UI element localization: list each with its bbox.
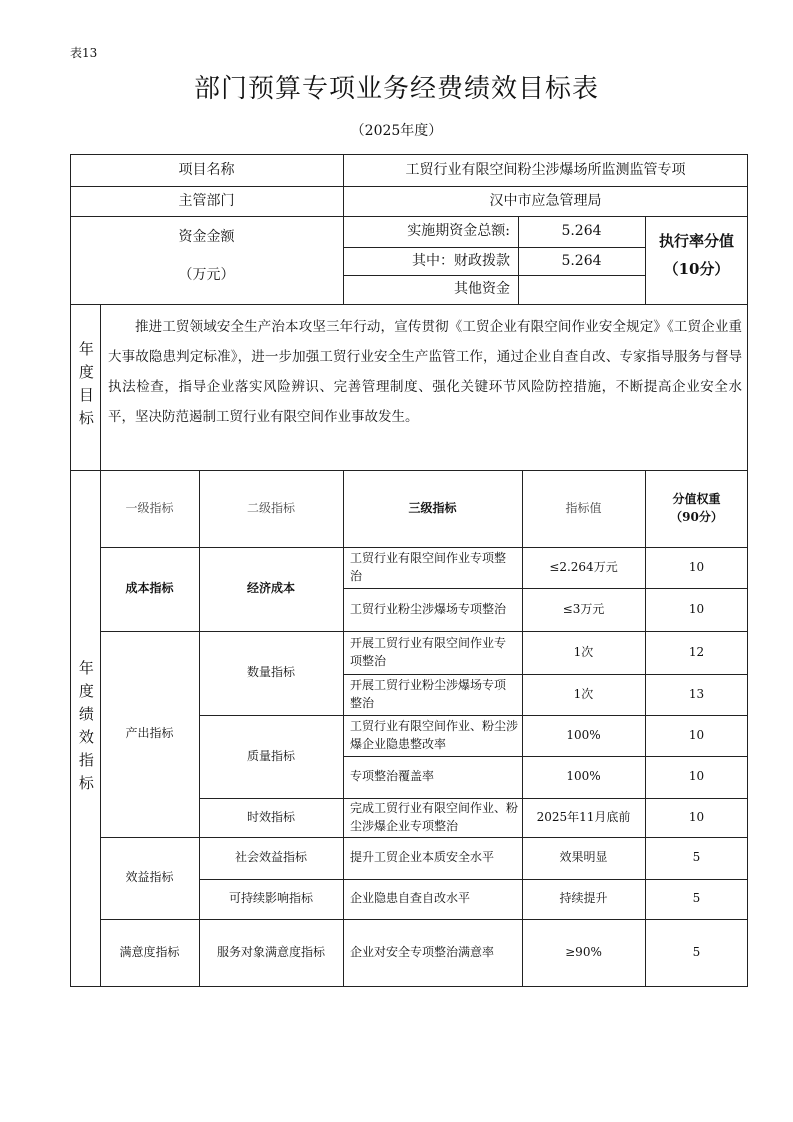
fiscal-fund-value: 5.264 xyxy=(561,252,602,269)
indicator-weight: 12 xyxy=(688,644,705,659)
execution-rate-score: （10分） xyxy=(663,260,730,279)
indicator-value: 1次 xyxy=(573,644,594,659)
indicator-weight: 10 xyxy=(688,559,705,574)
annual-indicators-label: 年度绩效指标 xyxy=(76,659,95,798)
indicator-l3: 工贸行业有限空间作业、粉尘涉爆企业隐患整改率 xyxy=(350,719,519,751)
indicator-value: 持续提升 xyxy=(559,891,608,906)
indicator-value: 100% xyxy=(566,769,601,784)
indicator-weight: 5 xyxy=(692,850,701,865)
performance-table xyxy=(70,154,748,987)
other-fund-value xyxy=(518,275,645,304)
indicator-l3: 提升工贸企业本质安全水平 xyxy=(350,850,495,865)
indicator-l3: 企业隐患自查自改水平 xyxy=(350,891,471,906)
group-benefit: 效益指标 xyxy=(125,870,174,885)
group-quality: 质量指标 xyxy=(246,748,295,763)
indicator-weight: 10 xyxy=(688,769,705,784)
year-subtitle: （2025年度） xyxy=(350,123,443,139)
annual-goal-label: 年度目标 xyxy=(76,341,95,433)
group-output: 产出指标 xyxy=(125,726,174,741)
indicator-weight: 10 xyxy=(688,809,705,824)
indicator-value: 100% xyxy=(566,727,601,742)
group-cost: 成本指标 xyxy=(125,581,174,596)
indicator-value: ≤3万元 xyxy=(562,601,605,616)
project-name-value: 工贸行业有限空间粉尘涉爆场所监测监管专项 xyxy=(405,161,686,178)
fund-label: 资金金额 xyxy=(178,228,235,245)
indicator-value: 2025年11月底前 xyxy=(536,809,631,824)
header-weight: 分值权重 （90分） xyxy=(670,492,723,524)
indicator-weight: 10 xyxy=(688,727,705,742)
rule xyxy=(70,304,748,305)
indicator-l3: 开展工贸行业粉尘涉爆场专项整治 xyxy=(350,678,507,710)
annual-goal-text: 推进工贸领域安全生产治本攻坚三年行动，宣传贯彻《工贸企业有限空间作业安全规定》《工贸企业重大事故隐患判定标准》，进一步加强工贸行业安全生产监管工作，通过企业自查自改、专家指导服务与督导执法检查，指导企业落实风险辨识、完善管理制度、强化关键环节风险防控措施，不断提高企业安全水平，坚决防范遏制工贸行业有限空间作业事故发生。 xyxy=(108,319,742,425)
indicator-value: ≥90% xyxy=(565,945,602,960)
group-sustainability: 可持续影响指标 xyxy=(228,891,313,906)
group-satisfaction: 满意度指标 xyxy=(119,945,180,960)
indicator-weight: 10 xyxy=(688,601,705,616)
indicator-weight: 5 xyxy=(692,945,701,960)
indicator-l3: 工贸行业有限空间作业专项整治 xyxy=(350,551,507,583)
fiscal-fund-label: 其中：财政拨款 xyxy=(412,252,510,269)
indicator-weight: 13 xyxy=(688,686,705,701)
header-value: 指标值 xyxy=(565,500,602,515)
total-fund-value: 5.264 xyxy=(561,223,602,240)
indicator-weight: 5 xyxy=(692,891,701,906)
department-label: 主管部门 xyxy=(178,192,235,209)
header-level2: 二级指标 xyxy=(246,500,295,515)
indicator-l3: 企业对安全专项整治满意率 xyxy=(350,945,495,960)
execution-rate-label: 执行率分值 xyxy=(658,232,734,251)
page-title: 部门预算专项业务经费绩效目标表 xyxy=(193,74,599,104)
group-timeliness: 时效指标 xyxy=(246,809,295,824)
group-social-benefit: 社会效益指标 xyxy=(234,850,307,865)
indicator-value: ≤2.264万元 xyxy=(549,559,618,574)
table-number: 表13 xyxy=(70,46,98,60)
department-value: 汉中市应急管理局 xyxy=(489,192,602,209)
header-level3: 三级指标 xyxy=(408,500,457,515)
indicator-value: 1次 xyxy=(573,686,594,701)
fund-unit: （万元） xyxy=(178,266,235,283)
other-fund-label: 其他资金 xyxy=(454,281,510,298)
indicator-value: 效果明显 xyxy=(559,850,608,865)
indicator-l3: 工贸行业粉尘涉爆场专项整治 xyxy=(350,601,507,616)
group-service-satisfaction: 服务对象满意度指标 xyxy=(216,945,325,960)
header-level1: 一级指标 xyxy=(125,500,174,515)
indicator-l3: 完成工贸行业有限空间作业、粉尘涉爆企业专项整治 xyxy=(350,801,519,833)
group-economic-cost: 经济成本 xyxy=(246,581,295,596)
total-fund-label: 实施期资金总额: xyxy=(407,223,510,240)
project-name-label: 项目名称 xyxy=(178,161,235,178)
indicator-l3: 专项整治覆盖率 xyxy=(350,769,435,784)
indicator-l3: 开展工贸行业有限空间作业专项整治 xyxy=(350,636,507,668)
group-quantity: 数量指标 xyxy=(246,665,295,680)
